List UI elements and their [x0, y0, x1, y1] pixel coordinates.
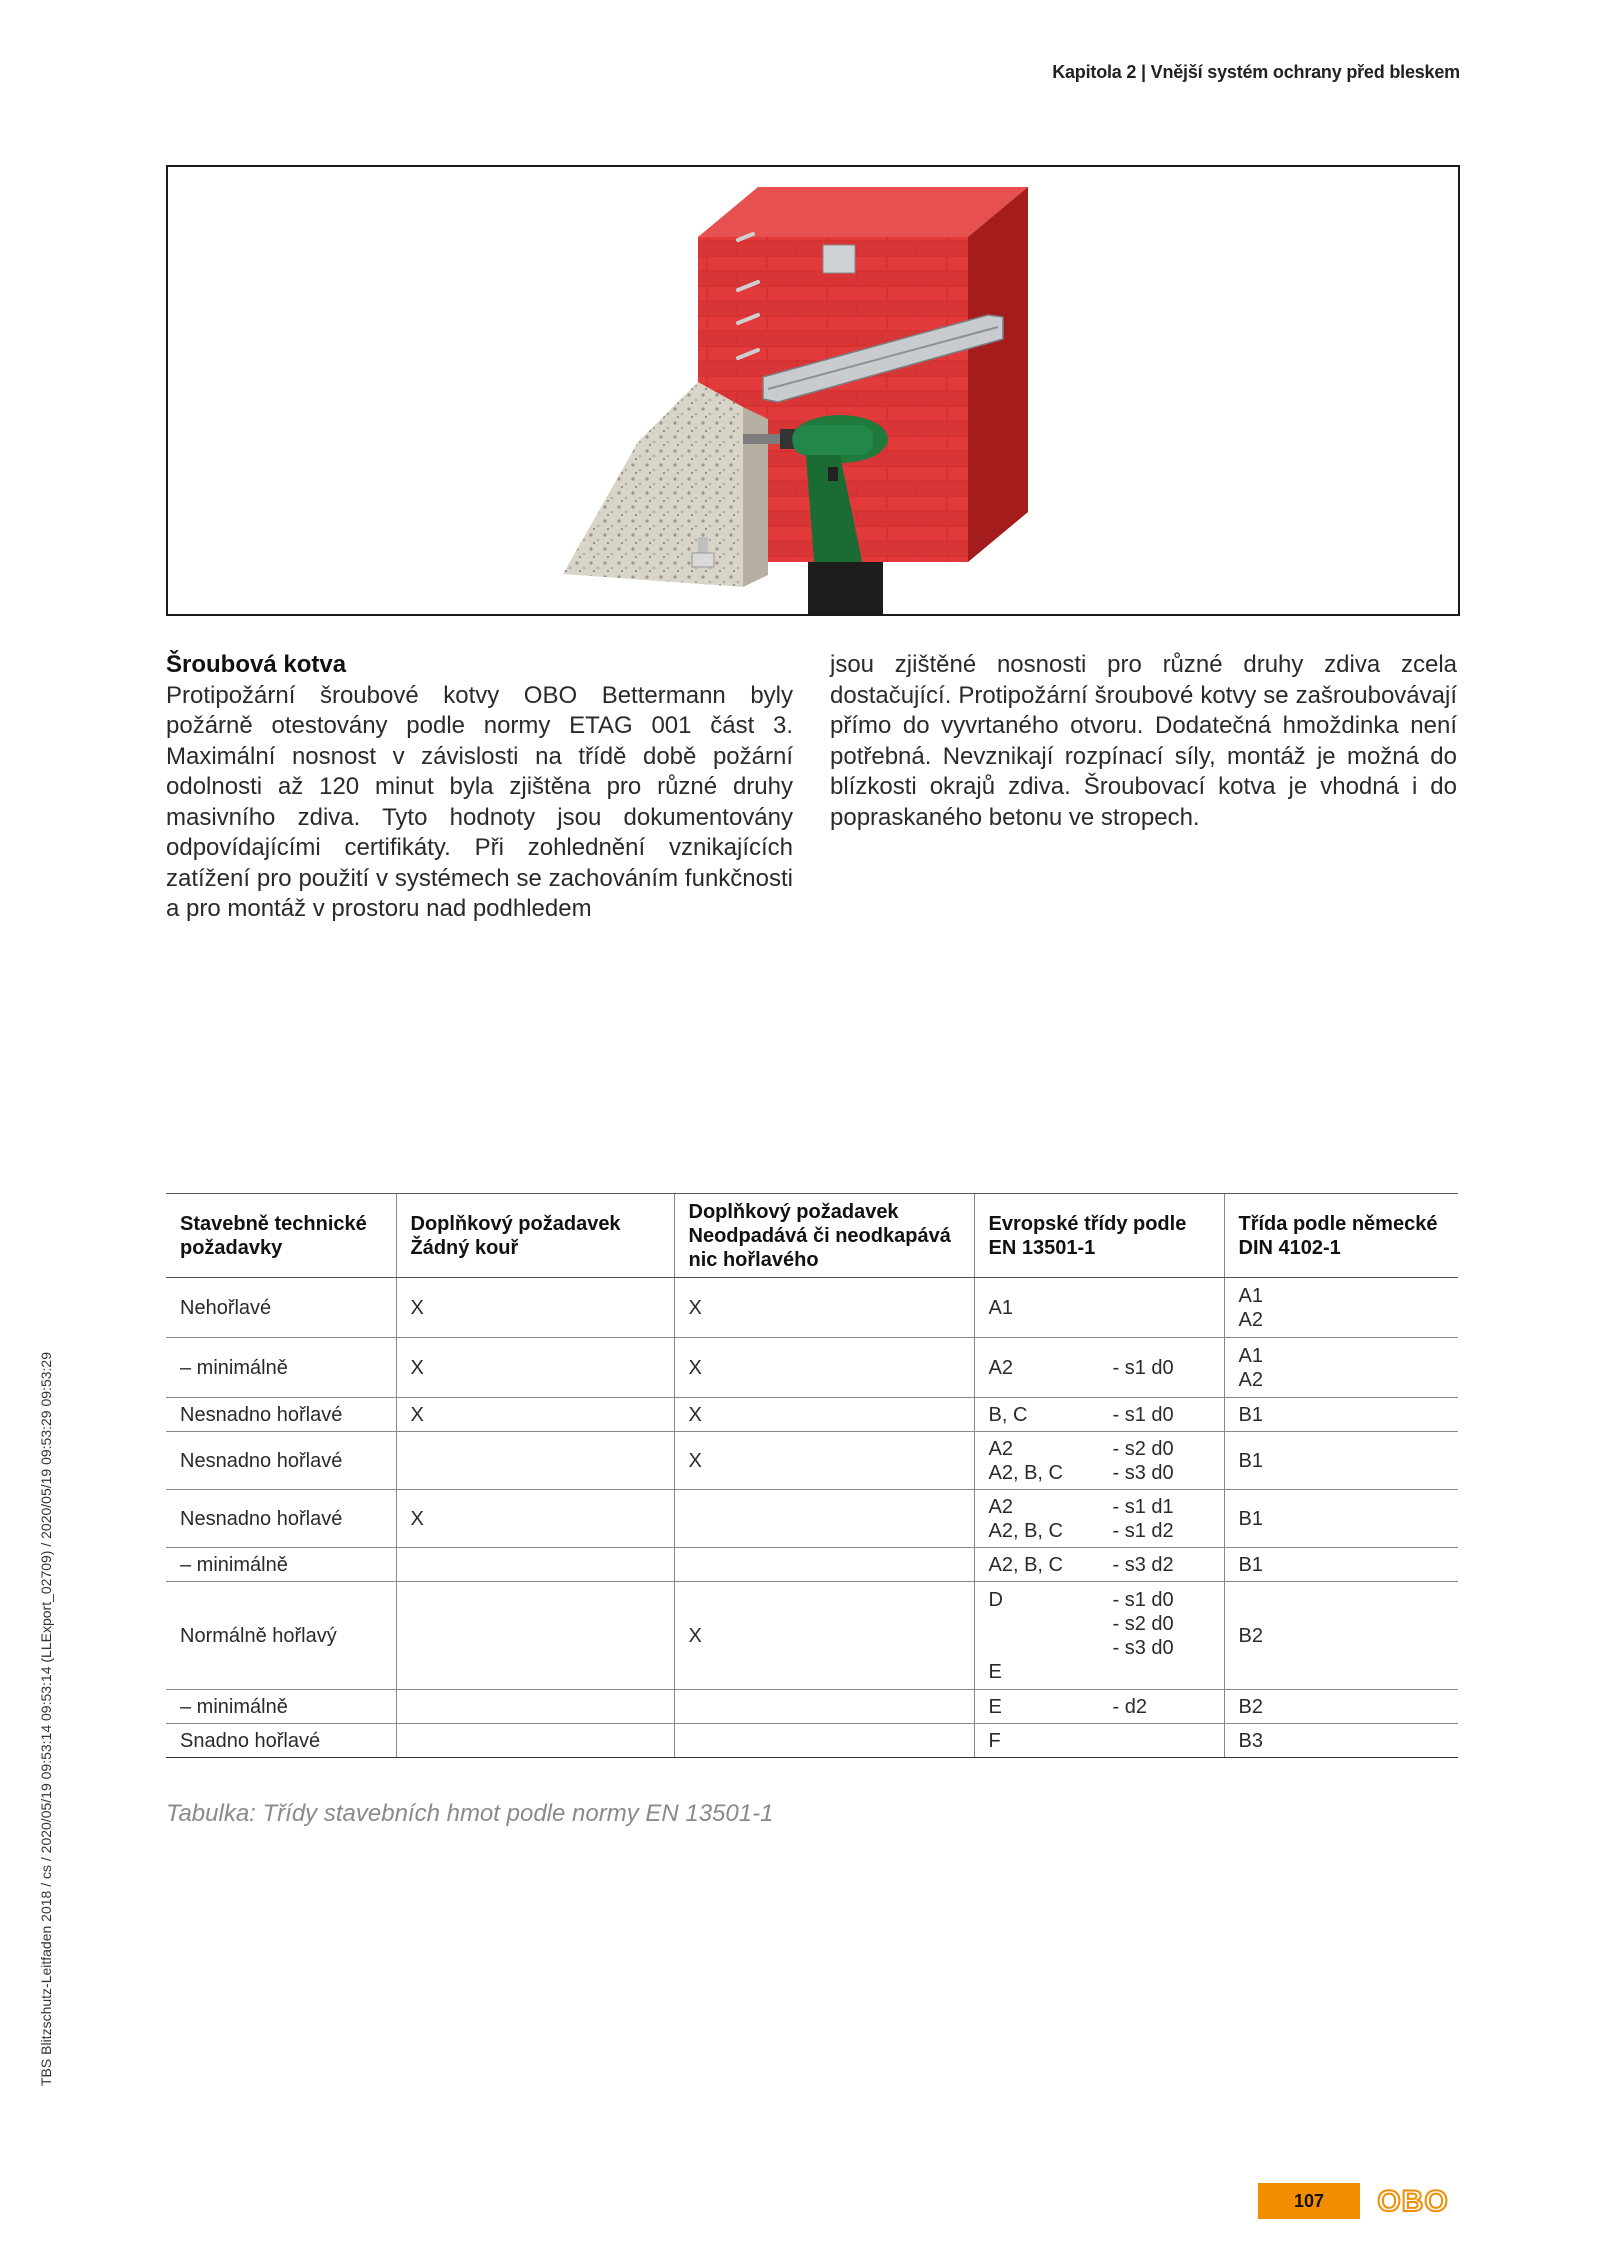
eu-subclass-value: - s1 d0 [1112, 1403, 1174, 1426]
table-body [166, 1278, 1458, 1758]
no-dripping-cell [674, 1548, 974, 1582]
eu-class-line [989, 1612, 1210, 1636]
din-class-cell [1224, 1490, 1458, 1548]
eu-class-value: A2 [988, 1437, 1013, 1460]
eu-class-value: A2, B, C [988, 1553, 1063, 1576]
eu-subclass-value: - s1 d2 [1112, 1519, 1174, 1542]
no-smoke-cell [396, 1548, 674, 1582]
din-class-value: B1 [1238, 1507, 1263, 1530]
no-dripping-cell: X [674, 1278, 974, 1338]
print-metadata-vertical: TBS Blitzschutz-Leitfaden 2018 / cs / 2020/05/19 09:53:14 09:53:14 (LLExport_02709) / 2020/05/19 09:53:29 09:53:29 [38, 1352, 54, 2086]
no-smoke-cell [396, 1690, 674, 1724]
eu-class-line [989, 1437, 1210, 1461]
eu-class-value: E [988, 1695, 1002, 1718]
eu-class-line [989, 1695, 1210, 1719]
eu-class-line [989, 1495, 1210, 1519]
no-dripping-cell: X [674, 1432, 974, 1490]
din-class-cell [1224, 1338, 1458, 1398]
table-header-row [166, 1194, 1458, 1278]
table-caption: Tabulka: Třídy stavebních hmot podle normy EN 13501-1 [166, 1800, 774, 1827]
din-class-value: B1 [1238, 1553, 1263, 1576]
eu-subclass-value: - s3 d2 [1112, 1553, 1174, 1576]
svg-text:OBO: OBO [1377, 2185, 1449, 2218]
eu-subclass-value: - s3 d0 [1112, 1636, 1174, 1659]
eu-class-value: A2 [988, 1356, 1013, 1379]
no-smoke-cell [396, 1724, 674, 1758]
eu-class-line [989, 1636, 1210, 1660]
eu-subclass-value: - s2 d0 [1112, 1437, 1174, 1460]
table-row [166, 1582, 1458, 1690]
eu-class-cell [974, 1490, 1224, 1548]
eu-subclass-value: - s1 d0 [1112, 1588, 1174, 1611]
article-title: Šroubová kotva [166, 651, 347, 678]
anchor-mounting-drawing [168, 167, 1458, 614]
requirement-cell: – minimálně [166, 1338, 396, 1398]
din-class-value: B3 [1238, 1729, 1263, 1752]
header-din-class: Třída podle německé DIN 4102-1 [1224, 1194, 1458, 1278]
page-number: 107 [1258, 2183, 1360, 2219]
din-class-cell [1224, 1582, 1458, 1690]
eu-class-cell [974, 1582, 1224, 1690]
eu-class-line [989, 1403, 1210, 1427]
din-class-value: B2 [1238, 1624, 1263, 1647]
eu-class-cell [974, 1398, 1224, 1432]
din-class-value: A2 [1238, 1308, 1263, 1331]
eu-class-line [989, 1588, 1210, 1612]
din-class-value: B1 [1238, 1449, 1263, 1472]
eu-subclass-value: - s3 d0 [1112, 1461, 1174, 1484]
product-illustration [166, 165, 1460, 616]
din-class-cell [1224, 1278, 1458, 1338]
no-dripping-cell [674, 1490, 974, 1548]
eu-subclass-value: - s2 d0 [1112, 1612, 1174, 1635]
header-requirements: Stavebně technické požadavky [166, 1194, 396, 1278]
table-row [166, 1490, 1458, 1548]
din-class-cell [1224, 1548, 1458, 1582]
no-smoke-cell: X [396, 1278, 674, 1338]
eu-subclass-value: - s1 d1 [1112, 1495, 1174, 1518]
eu-class-cell [974, 1278, 1224, 1338]
article-paragraph-left: Protipožární šroubové kotvy OBO Bettermann byly požárně otestovány podle normy ETAG 001 část 3. Maximální nosnost v závislosti na třídě době požární odolnosti až 120 minut byla zjištěna pro různé druhy masivního zdiva. Tyto hodnoty jsou dokumentovány odpovídajícími certifikáty. Při zohlednění vznikajících zatížení pro použití v systémech se zachováním funkčnosti a pro montáž v prostoru nad podhledem [166, 681, 793, 922]
no-smoke-cell: X [396, 1338, 674, 1398]
eu-class-value [989, 1636, 1113, 1660]
din-class-value: B2 [1238, 1695, 1263, 1718]
eu-class-value [989, 1612, 1113, 1636]
eu-class-value: A2, B, C [988, 1519, 1063, 1542]
din-class-cell [1224, 1432, 1458, 1490]
no-dripping-cell [674, 1690, 974, 1724]
table-row [166, 1338, 1458, 1398]
requirement-cell: Nesnadno hořlavé [166, 1398, 396, 1432]
table-row [166, 1690, 1458, 1724]
table-row [166, 1398, 1458, 1432]
no-dripping-cell: X [674, 1338, 974, 1398]
article-right-column [830, 650, 1457, 833]
fire-class-table [166, 1193, 1458, 1758]
eu-class-line [989, 1519, 1210, 1543]
requirement-cell: Nehořlavé [166, 1278, 396, 1338]
header-no-dripping: Doplňkový požadavek Neodpadává či neodkapává nic hořlavého [674, 1194, 974, 1278]
eu-class-cell [974, 1548, 1224, 1582]
eu-class-value: D [988, 1588, 1003, 1611]
no-dripping-cell [674, 1724, 974, 1758]
article-paragraph-right: jsou zjištěné nosnosti pro různé druhy zdiva zcela dostačující. Protipožární šroubové kotvy se zašroubovávají přímo do vyvrtaného otvoru. Dodatečná hmoždinka není potřebná. Nevznikají rozpínací síly, montáž je možná do blízkosti okrajů zdiva. Šroubovací kotva je vhodná i do popraskaného betonu ve stropech. [830, 651, 1457, 831]
chapter-header: Kapitola 2 | Vnější systém ochrany před bleskem [1052, 62, 1460, 82]
obo-logo [1368, 2183, 1458, 2219]
requirement-cell: Nesnadno hořlavé [166, 1490, 396, 1548]
eu-class-line [989, 1461, 1210, 1485]
stone-block [563, 382, 743, 587]
din-class-cell [1224, 1724, 1458, 1758]
eu-class-line [989, 1296, 1210, 1320]
eu-class-value: A2, B, C [988, 1461, 1063, 1484]
requirement-cell: – minimálně [166, 1690, 396, 1724]
no-smoke-cell [396, 1582, 674, 1690]
no-dripping-cell: X [674, 1398, 974, 1432]
din-class-value: A1 [1238, 1284, 1263, 1307]
din-class-cell [1224, 1398, 1458, 1432]
eu-class-line [989, 1356, 1210, 1380]
eu-class-cell [974, 1724, 1224, 1758]
header-no-smoke: Doplňkový požadavek Žádný kouř [396, 1194, 674, 1278]
eu-class-cell [974, 1338, 1224, 1398]
header-eu-class: Evropské třídy podle EN 13501-1 [974, 1194, 1224, 1278]
din-class-value: B1 [1238, 1403, 1263, 1426]
eu-subclass-value: - s1 d0 [1112, 1356, 1174, 1379]
requirement-cell: Normálně hořlavý [166, 1582, 396, 1690]
eu-class-line [989, 1660, 1210, 1684]
no-smoke-cell: X [396, 1490, 674, 1548]
table-row [166, 1278, 1458, 1338]
requirement-cell: Snadno hořlavé [166, 1724, 396, 1758]
eu-class-line [989, 1553, 1210, 1577]
eu-class-value: F [988, 1729, 1001, 1752]
eu-subclass-value: - d2 [1112, 1695, 1147, 1718]
table-row [166, 1548, 1458, 1582]
requirement-cell: Nesnadno hořlavé [166, 1432, 396, 1490]
din-class-cell [1224, 1690, 1458, 1724]
table-row [166, 1432, 1458, 1490]
no-dripping-cell: X [674, 1582, 974, 1690]
eu-class-cell [974, 1432, 1224, 1490]
article-left-column [166, 650, 793, 925]
eu-class-value: B, C [988, 1403, 1028, 1426]
eu-class-line [989, 1729, 1210, 1753]
eu-class-value: A1 [988, 1296, 1013, 1319]
no-smoke-cell [396, 1432, 674, 1490]
requirement-cell: – minimálně [166, 1548, 396, 1582]
eu-class-cell [974, 1690, 1224, 1724]
table-row [166, 1724, 1458, 1758]
no-smoke-cell: X [396, 1398, 674, 1432]
eu-class-value: E [988, 1660, 1002, 1683]
eu-class-value: A2 [988, 1495, 1013, 1518]
din-class-value: A1 [1238, 1344, 1263, 1367]
din-class-value: A2 [1238, 1368, 1263, 1391]
